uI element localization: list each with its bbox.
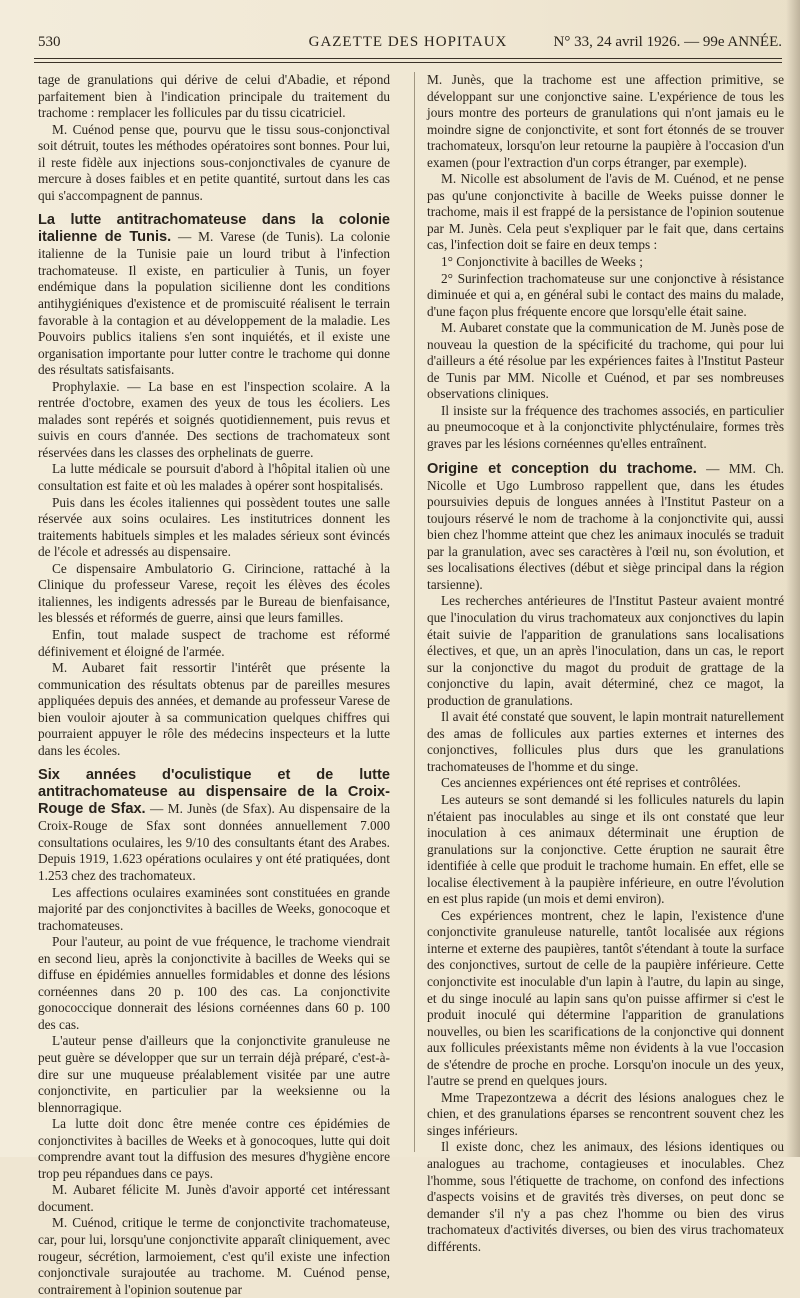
section-paragraph: La lutte antitrachomateuse dans la colonie italienne de Tunis. — M. Varese (de Tunis). La colonie italienne de la Tunisie paie un lourd tribut à l'infection trachomateuse. Il existe, en particulier à Tunis, un foyer endémique dans la population sicilienne dont les conditions antihygiéniques d'existence et de promiscuité réalisent le terrain favorable à la contagion et au développement de la maladie. Les Pouvoirs publics italiens s'en sont inquiétés, et il existe une organisation importante pour lutter contre le trachome qui donne des résultats satisfaisants.	[38, 212, 390, 378]
section-heading: La lutte antitrachomateuse dans la colonie italienne de Tunis.	[38, 212, 390, 246]
paragraph: La lutte doit donc être menée contre ces épidémies de conjonctivites à bacilles de Weeks et à gonocoques, lutte qui doit comprendre avant tout la diffusion des mesures d'hygiène encore trop peu répandues dans ce pays.	[38, 1116, 390, 1181]
paragraph: Mme Trapezontzewa a décrit des lésions analogues chez le chien, et des granulations éparses se rencontrent souvent chez les singes inférieurs.	[427, 1089, 784, 1138]
issue-info: N° 33, 24 avril 1926. — 99e ANNÉE.	[553, 34, 782, 50]
paragraph: La lutte médicale se poursuit d'abord à l'hôpital italien où une consultation est faite et où les malades à opérer sont hospitalisés.	[38, 461, 390, 494]
paragraph: M. Aubaret constate que la communication de M. Junès pose de nouveau la question de la spécificité du trachome, qui pour lui d'ailleurs a été résolue par les expériences faites à l'Institut Pasteur de Tunis par MM. Nicolle et Cuénod, et par ses nombreuses observations cliniques.	[427, 320, 784, 402]
section-heading: Origine et conception du trachome.	[427, 460, 697, 477]
paragraph: tage de granulations qui dérive de celui d'Abadie, et répond parfaitement bien à l'indication principale du traitement du trachome : remplacer les follicules par du tissu cicatriciel.	[38, 72, 390, 121]
paragraph: Les auteurs se sont demandé si les follicules naturels du lapin n'étaient pas inoculables au singe et ils ont constaté que leur inoculation à ces animaux déterminait une éruption de granulations sur la conjonctive. Cette éruption ne saurait être identifiée à celle que produit le trachome humain. En effet, elle se localise électivement à la paupière inférieure, en outre l'évolution en est plus rapide (un mois et demi environ).	[427, 791, 784, 907]
header-rule-double	[34, 62, 782, 63]
column-divider	[414, 72, 415, 1152]
paragraph: M. Aubaret félicite M. Junès d'avoir apporté cet intéressant document.	[38, 1182, 390, 1214]
section-paragraph: Six années d'oculistique et de lutte antitrachomateuse au dispensaire de la Croix-Rouge de Sfax. — M. Junès (de Sfax). Au dispensaire de la Croix-Rouge de Sfax sont données annuellement 7.000 consultations oculaires, les 9/10 des consultants étant des Arabes. Depuis 1919, 1.623 opérations oculaires y ont été pratiquées, dont 1.253 chez des trachomateux.	[38, 767, 391, 883]
paragraph: Les recherches antérieures de l'Institut Pasteur avaient montré que l'inoculation du virus trachomateux aux conjonctives du lapin était suivie de l'apparition de granulations sans localisations électives, et que, un an après l'inoculation, dans un cas, le report sur la conjonctive du magot du produit de grattage de la conjonctive du lapin, avait déterminé, chez ce magot, la production de granulations.	[427, 593, 784, 708]
paragraph: Il avait été constaté que souvent, le lapin montrait naturellement des amas de follicules aux parties externes et internes des conjonctives, follicules plus durs que les granulations trachomateuses de l'homme et du singe.	[427, 709, 784, 774]
paragraph: Il insiste sur la fréquence des trachomes associés, en particulier au pneumocoque et à la conjonctivite phlycténulaire, formes très graves par les lésions cornéennes qu'elles entraînent.	[427, 402, 784, 452]
right-column	[427, 72, 784, 1255]
paragraph: M. Nicolle est absolument de l'avis de M. Cuénod, et ne pense pas qu'une conjonctivite à bacille de Weeks puisse donner le trachome, mais il est frappé de la persistance de l'opinion soutenue par M. Junès. Cela peut s'expliquer par le fait que, dans certains cas, l'infection doit se faire en deux temps :	[427, 171, 784, 253]
paragraph: M. Cuénod, critique le terme de conjonctivite trachomateuse, car, pour lui, lorsqu'une conjonctivite apparaît cliniquement, avec rougeur, sécrétion, larmoiement, c'est qu'il existe une infection conjonctivale surajoutée au trachome. M. Cuénod pense, contrairement à l'opinion soutenue par	[38, 1215, 390, 1297]
paragraph: Prophylaxie. — La base en est l'inspection scolaire. A la rentrée d'octobre, examen des yeux de tous les écoliers. Les malades sont repérés et soignés quotidiennement, puis revus et suivis en cours d'année. Des sections de trachomateux sont réservées dans les classes des orphelinats de guerre.	[38, 378, 390, 460]
paragraph: L'auteur pense d'ailleurs que la conjonctivite granuleuse ne peut guère se développer que sur un terrain déjà préparé, c'est-à-dire sur une muqueuse préalablement visitée par une autre conjonctivite, en particulier par la weeksienne ou la blennorragique.	[38, 1033, 390, 1115]
paragraph: Il existe donc, chez les animaux, des lésions identiques ou analogues au trachome, contagieuses et inoculables. Chez l'homme, sous l'étiquette de trachome, on confond des infections d'aspects voisins et de gravités très diverses, on peut donc se demander s'il n'y a pas chez l'homme ou bien des virus trachomateux d'activités diverses, ou bien des virus trachomateux différents.	[427, 1139, 784, 1254]
paragraph: Enfin, tout malade suspect de trachome est réformé définivement et éloigné de l'armée.	[38, 626, 390, 659]
page-number: 530	[38, 34, 61, 50]
section-paragraph: Origine et conception du trachome. — MM. Ch. Nicolle et Ugo Lumbroso rappellent que, dans les études poursuivies depuis de longues années à l'Institut Pasteur on a toujours réservé le nom de trachome à la conjonctivite qui, aussi bien chez l'homme atteint que chez les animaux inoculés se traduit par la granulation, avec ses caractères à l'œil nu, son évolution, et ses localisations électives (début et siège principal dans la région tarsienne).	[427, 460, 784, 592]
paragraph: Ce dispensaire Ambulatorio G. Cirincione, rattaché à la Clinique du professeur Varese, reçoit les élèves des écoles italiennes, les indigents adressés par le Bureau de bienfaisance, les blessés et réformés de guerre, ainsi que leurs familles.	[38, 560, 390, 626]
paragraph: Ces anciennes expériences ont été reprises et contrôlées.	[441, 775, 741, 791]
paragraph: Ces expériences montrent, chez le lapin, l'existence d'une conjonctivite granuleuse naturelle, tantôt localisée aux régions interne et externe des paupières, tantôt s'étendant à toute la surface des conjonctives, surtout de celle de la paupière inférieure. Cette conjonctivite est inoculable d'un lapin à l'autre, du lapin au singe, et du singe inoculé au lapin sans qu'on puisse affirmer si c'est le produit inoculé qui détermine l'apparition de granulations nouvelles, ou bien les scarifications de la conjonctive qui donnent aux follicules préexistants même non évidents à la vue l'occasion de s'étendre de proche en proche. Lorsqu'on inocule un des yeux, l'autre se prend en quelques jours.	[427, 907, 784, 1089]
header-rule	[34, 58, 782, 59]
paragraph: Les affections oculaires examinées sont constituées en grande majorité par des conjonctivites à bacilles de Weeks, gonocoque et trachomateuses.	[38, 884, 390, 933]
paragraph: M. Aubaret fait ressortir l'intérêt que présente la communication des résultats obtenus par de pareilles mesures appliquées depuis des années, et demande au professeur Varese de bien vouloir ajouter à sa communication quelques chiffres qui pourraient appuyer le rôle des médecins inspecteurs et la lutte dans les écoles.	[38, 660, 390, 758]
paragraph: M. Cuénod pense que, pourvu que le tissu sous-conjonctival soit détruit, toutes les méthodes opératoires sont bonnes. Pour lui, il reste fidèle aux injections sous-conjonctivales de cyanure de mercure à doses faibles et en petite quantité, surtout dans les cas qui s'accompagnent de pannus.	[38, 121, 390, 203]
journal-title: GAZETTE DES HOPITAUX	[308, 34, 508, 50]
paragraph: Puis dans les écoles italiennes qui possèdent toutes une salle réservée aux soins oculaires. Les institutrices donnent les traitements habituels simples et les malades sérieux sont évincés de l'école et adressés au dispensaire.	[38, 494, 390, 560]
paragraph: M. Junès, que la trachome est une affection primitive, se développant sur une conjonctive saine. L'expérience de tous les jours montre des porteurs de granulations qui n'ont jamais eu le moindre signe de conjonctivite, et sont fort étonnés de se trouver trachomateux, lorsqu'on leur retourne la paupière à l'occasion d'un examen (pour l'extraction d'un corps étranger, par exemple).	[427, 72, 784, 170]
list-item: 2° Surinfection trachomateuse sur une conjonctive à résistance diminuée et qui a, en général subi le contact des mains du malade, d'une façon plus fréquente encore que lorsqu'elle était saine.	[427, 270, 784, 319]
paragraph: Pour l'auteur, au point de vue fréquence, le trachome viendrait en second lieu, après la conjonctivite à bacilles de Weeks qui se diffuse en épidémies annuelles formidables et donne des lésions cornéennes dans 20 p. 100 des cas. La conjonctivite gonococcique donnerait des lésions cornéennes dans 60 p. 100 des cas.	[38, 934, 390, 1032]
left-column	[38, 72, 390, 1298]
list-item: 1° Conjonctivite à bacilles de Weeks ;	[441, 254, 643, 270]
section-heading: Six années d'oculistique et de lutte antitrachomateuse au dispensaire de la Croix-Rouge de Sfax.	[38, 767, 390, 818]
